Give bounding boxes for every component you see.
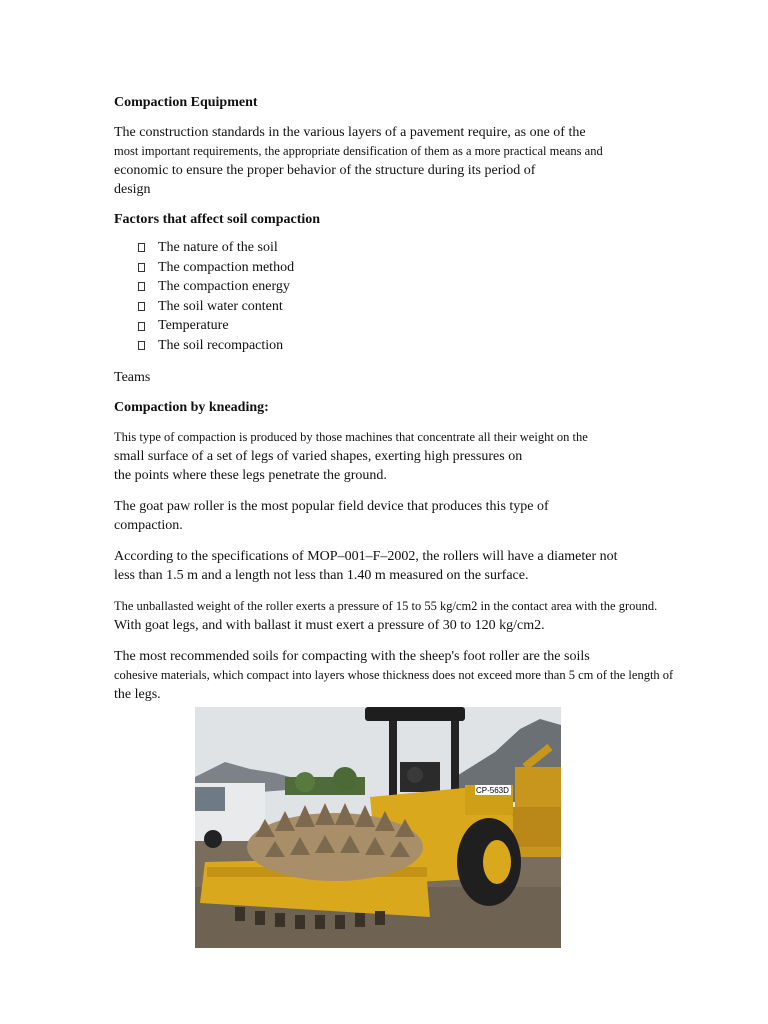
list-item-label: Temperature <box>158 318 229 334</box>
document-page <box>114 94 674 704</box>
text-line: The goat paw roller is the most popular field device that produces this type of <box>114 498 549 514</box>
list-item-label: The nature of the soil <box>158 240 278 255</box>
list-item-label: The soil water content <box>158 298 283 314</box>
text-line: economic to ensure the proper behavior of the structure during its period of <box>114 163 536 178</box>
text-line: The unballasted weight of the roller exerts a pressure of 15 to 55 kg/cm2 in the contact area with the ground. <box>114 598 658 613</box>
list-item-label: The compaction energy <box>158 279 290 295</box>
factors-list <box>114 238 674 356</box>
text-line: less than 1.5 m and a length not less than 1.40 m measured on the surface. <box>114 567 529 583</box>
bullet-icon <box>138 282 145 291</box>
goat-paragraph <box>114 497 674 535</box>
text-line: The most recommended soils for compacting with the sheep's foot roller are the soils <box>114 648 590 664</box>
bullet-icon <box>138 322 145 331</box>
text-line: With goat legs, and with ballast it must exert a pressure of 30 to 120 kg/cm2. <box>114 617 545 633</box>
text-line: the legs. <box>114 686 161 702</box>
soils-paragraph <box>114 647 674 704</box>
kneading-heading: Compaction by kneading: <box>114 399 269 415</box>
teams-label: Teams <box>114 369 151 385</box>
bullet-icon <box>138 341 145 350</box>
list-item-label: The compaction method <box>158 259 295 275</box>
text-line: small surface of a set of legs of varied shapes, exerting high pressures on <box>114 448 523 464</box>
list-item <box>138 258 674 278</box>
factors-heading: Factors that affect soil compaction <box>114 212 321 227</box>
bullet-icon <box>138 302 145 311</box>
text-line: most important requirements, the appropriate densification of them as a more practical means and <box>114 144 603 158</box>
list-item <box>138 316 674 336</box>
list-item-label: The soil recompaction <box>158 337 284 353</box>
list-item <box>138 277 674 297</box>
spec-paragraph <box>114 547 674 585</box>
roller-illustration <box>195 707 561 948</box>
sheepsfoot-roller-photo <box>195 707 561 948</box>
list-item <box>138 297 674 317</box>
text-line: cohesive materials, which compact into layers whose thickness does not exceed more than 5 cm of the length of <box>114 667 674 682</box>
kneading-paragraph <box>114 428 674 485</box>
list-item <box>138 336 674 356</box>
bullet-icon <box>138 263 145 272</box>
text-line: The construction standards in the various layers of a pavement require, as one of the <box>114 125 586 140</box>
text-line: This type of compaction is produced by those machines that concentrate all their weight on the <box>114 429 588 444</box>
bullet-icon <box>138 243 145 252</box>
section-title: Compaction Equipment <box>114 95 258 110</box>
text-line: compaction. <box>114 517 183 533</box>
text-line: design <box>114 182 151 197</box>
machine-label: CP-563D <box>476 786 509 795</box>
text-line: According to the specifications of MOP–001–F–2002, the rollers will have a diameter not <box>114 548 618 564</box>
intro-paragraph <box>114 123 674 199</box>
list-item <box>138 238 674 258</box>
text-line: the points where these legs penetrate the ground. <box>114 467 387 483</box>
weight-paragraph <box>114 597 674 635</box>
